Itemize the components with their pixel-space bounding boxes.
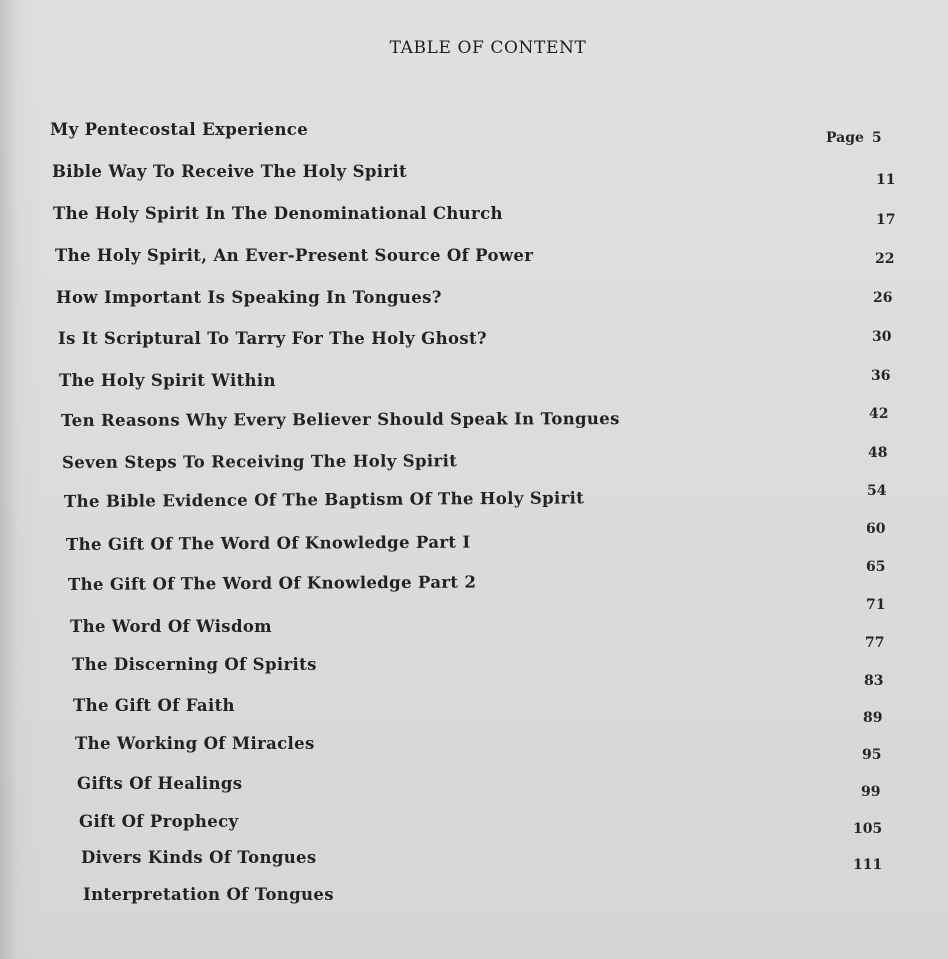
toc-entry-title: The Gift Of Faith bbox=[73, 696, 235, 715]
toc-entry-title: Seven Steps To Receiving The Holy Spirit bbox=[61, 451, 458, 472]
toc-page-number: 48 bbox=[868, 445, 888, 461]
toc-entry-title: Gift Of Prophecy bbox=[79, 812, 239, 831]
toc-page-number: 71 bbox=[866, 597, 886, 613]
toc-entry-title: The Gift Of The Word Of Knowledge Part I bbox=[65, 532, 471, 554]
toc-page-number: 89 bbox=[863, 710, 883, 726]
toc-page-number: 5 bbox=[871, 130, 882, 146]
toc-page-number: 11 bbox=[876, 172, 896, 188]
toc-page-number: 42 bbox=[869, 406, 889, 422]
toc-page-number: 17 bbox=[876, 212, 896, 228]
toc-entry-title: Divers Kinds Of Tongues bbox=[81, 848, 317, 867]
toc-page-number: 54 bbox=[867, 483, 887, 499]
toc-page-number: 105 bbox=[853, 821, 883, 837]
page-title: TABLE OF CONTENT bbox=[389, 38, 587, 58]
toc-entry-title: Interpretation Of Tongues bbox=[83, 885, 334, 904]
toc-page-number: 22 bbox=[875, 251, 895, 267]
toc-entry-title: My Pentecostal Experience bbox=[50, 120, 309, 139]
toc-page-number: 111 bbox=[853, 857, 883, 873]
toc-page-number: 36 bbox=[871, 368, 891, 384]
toc-entry-title: Gifts Of Healings bbox=[77, 774, 243, 793]
page-label: Page bbox=[826, 130, 864, 146]
toc-page-number: 30 bbox=[872, 329, 892, 345]
toc-page-number: 95 bbox=[862, 747, 882, 763]
toc-entry-title: The Holy Spirit, An Ever-Present Source Of Power bbox=[55, 246, 534, 265]
toc-page-number: 26 bbox=[873, 290, 893, 306]
toc-entry-title: The Word Of Wisdom bbox=[70, 617, 272, 636]
toc-entry-title: The Discerning Of Spirits bbox=[72, 655, 317, 674]
toc-entry-title: The Holy Spirit Within bbox=[59, 371, 276, 390]
toc-page-number: 65 bbox=[866, 559, 886, 575]
toc-entry-title: The Working Of Miracles bbox=[75, 734, 315, 753]
toc-entry-title: The Gift Of The Word Of Knowledge Part 2 bbox=[67, 572, 477, 594]
toc-entry-title: The Bible Evidence Of The Baptism Of The Holy Spirit bbox=[63, 488, 585, 511]
toc-page-number: 99 bbox=[861, 784, 881, 800]
toc-entry-title: How Important Is Speaking In Tongues? bbox=[56, 288, 442, 307]
toc-page-number: 83 bbox=[864, 673, 884, 689]
toc-page-number: 77 bbox=[865, 635, 885, 651]
toc-entry-title: The Holy Spirit In The Denominational Church bbox=[53, 204, 503, 223]
toc-entry-page bbox=[826, 130, 882, 146]
toc-entry-title: Is It Scriptural To Tarry For The Holy Ghost? bbox=[58, 329, 487, 348]
toc-entry-title: Bible Way To Receive The Holy Spirit bbox=[52, 162, 407, 181]
toc-page-number: 60 bbox=[866, 521, 886, 537]
toc-entry-title: Ten Reasons Why Every Believer Should Speak In Tongues bbox=[60, 409, 620, 430]
